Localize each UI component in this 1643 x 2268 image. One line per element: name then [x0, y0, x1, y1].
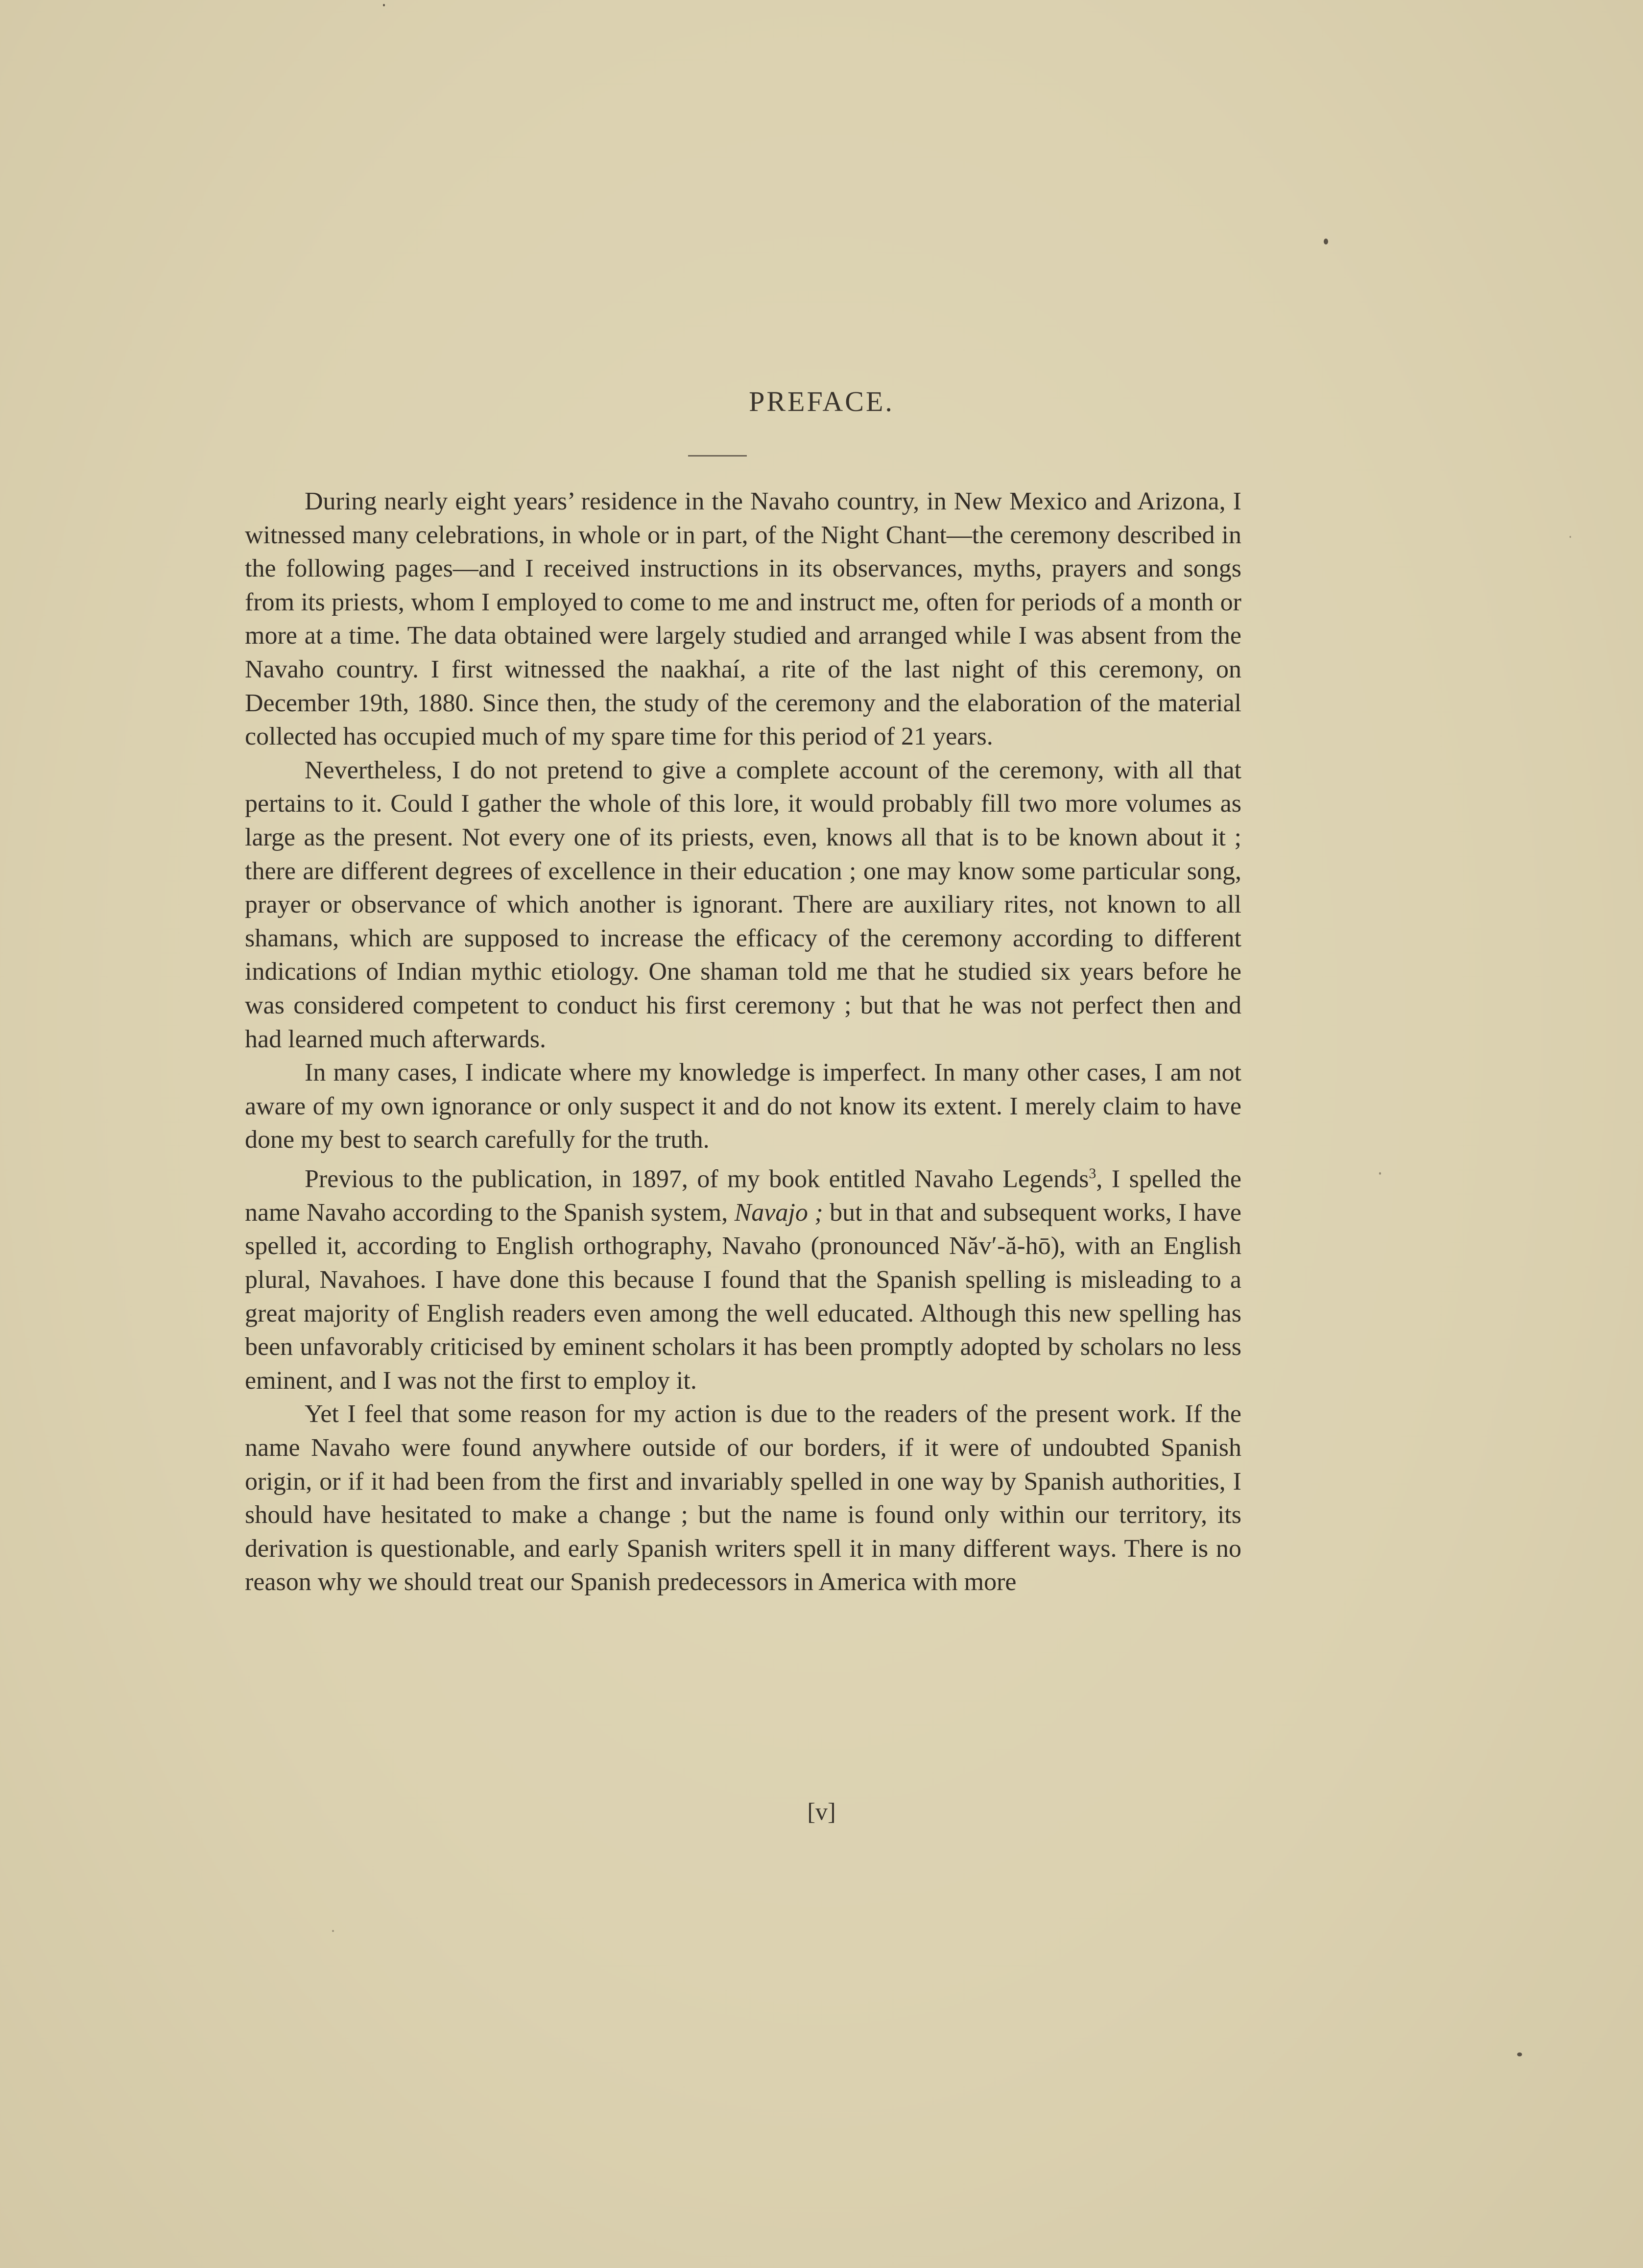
page-title: PREFACE.	[749, 386, 894, 417]
paragraph-3: In many cases, I indicate where my knowledge is imperfect. In many other cases, I am not aware of my own ignorance or only suspect it and do not know its extent. I merely claim to have done my best to search carefully for the truth.	[245, 1059, 1241, 1154]
paper-speck	[1570, 536, 1571, 538]
footnote-marker: 3	[1089, 1165, 1096, 1182]
paragraph-4-part-c: but in that and subsequent works, I have spelled it, according to English orthography, Navaho (pronounced Năv′-ă-hō), with an English plural, Navahoes. I have done this because I found that the Spanish spelling is misleading to a great majority of English readers even among the well educated. Although this new spelling has been unfavorably criticised by eminent scholars it has been promptly adopted by scholars no less eminent, and I was not the first to employ it.	[245, 1198, 1241, 1395]
title-rule	[688, 455, 747, 457]
paper-speck	[1517, 2052, 1522, 2056]
paper-speck	[1324, 239, 1328, 244]
paper-speck	[332, 1930, 334, 1932]
paper-speck	[383, 4, 385, 6]
page-number: [v]	[807, 1798, 836, 1825]
paragraph-4-part-b: , I spelled the name Navaho according to the Spanish system,	[245, 1165, 1241, 1227]
paragraph-2: Nevertheless, I do not pretend to give a complete account of the ceremony, with all that pertains to it. Could I gather the whole of this lore, it would probably fill two more volumes as large as the present. Not every one of its priests, even, knows all that is to be known about it ; there are different degrees of excellence in their education ; one may know some particular song, prayer or observance of which another is ignorant. There are auxiliary rites, not known to all shamans, which are supposed to increase the efficacy of the ceremony according to different indications of Indian mythic etiology. One shaman told me that he studied six years before he was considered competent to conduct his first ceremony ; but that he was not perfect then and had learned much afterwards.	[245, 756, 1241, 1053]
paragraph-5: Yet I feel that some reason for my action is due to the readers of the present work. If the name Navaho were found anywhere outside of our borders, if it were of undoubted Spanish origin, or if it had been from the first and invariably spelled in one way by Spanish authorities, I should have hesitated to make a change ; but the name is found only within our territory, its derivation is questionable, and early Spanish writers spell it in many different ways. There is no reason why we should treat our Spanish predecessors in America with more	[245, 1400, 1241, 1596]
navajo-italic: Navajo ;	[734, 1198, 823, 1227]
paper-speck	[1379, 1172, 1381, 1175]
paragraph-4-part-a: Previous to the publication, in 1897, of my book entitled Navaho Legends	[305, 1165, 1089, 1193]
body-text	[245, 485, 1241, 1599]
paragraph-4	[245, 1157, 1241, 1398]
paragraph-1: During nearly eight years’ residence in the Navaho country, in New Mexico and Arizona, I witnessed many celebrations, in whole or in part, of the Night Chant—the ceremony described in the following pages—and I received instructions in its observances, myths, prayers and songs from its priests, whom I employed to come to me and instruct me, often for periods of a month or more at a time. The data obtained were largely studied and arranged while I was absent from the Navaho country. I first witnessed the naakhaí, a rite of the last night of this ceremony, on December 19th, 1880. Since then, the study of the ceremony and the elaboration of the material collected has occupied much of my spare time for this period of 21 years.	[245, 487, 1241, 751]
